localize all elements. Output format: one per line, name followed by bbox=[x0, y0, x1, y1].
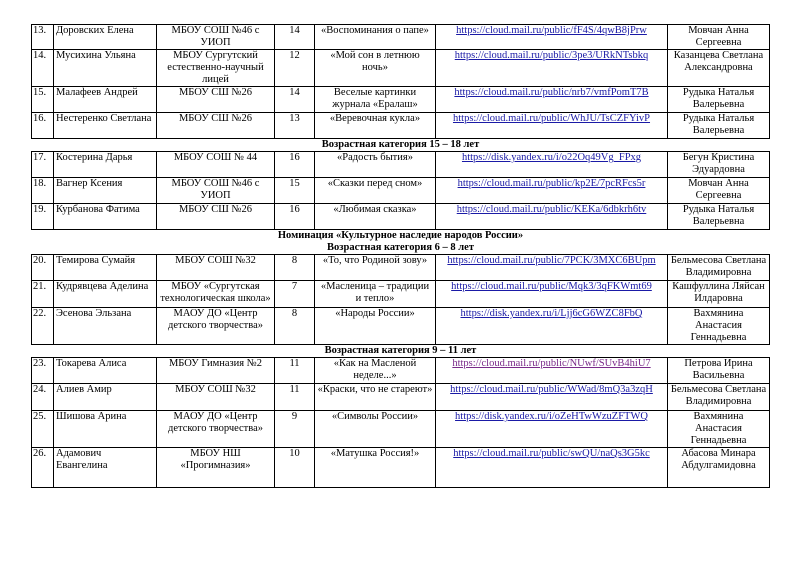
work-title: «Символы России» bbox=[315, 411, 436, 448]
row-number: 22. bbox=[32, 308, 54, 345]
participant-name: Шишова Арина bbox=[54, 411, 157, 448]
school-name: МБОУ СОШ №32 bbox=[157, 384, 275, 411]
participant-name: Доровских Елена bbox=[54, 25, 157, 50]
school-name: МБОУ НШ «Прогимназия» bbox=[157, 448, 275, 488]
work-link[interactable]: https://cloud.mail.ru/public/Mqk3/3qFKWmt69 bbox=[451, 281, 652, 292]
participant-name: Мусихина Ульяна bbox=[54, 50, 157, 87]
work-link-cell bbox=[436, 178, 668, 204]
section-heading-row bbox=[32, 230, 770, 243]
row-number: 19. bbox=[32, 204, 54, 230]
table-row bbox=[32, 281, 770, 308]
table-row bbox=[32, 113, 770, 139]
participant-age: 11 bbox=[275, 358, 315, 384]
table-row bbox=[32, 87, 770, 113]
table-row bbox=[32, 358, 770, 384]
work-link[interactable]: https://cloud.mail.ru/public/fF4S/4qwB8jPrw bbox=[456, 25, 647, 36]
teacher-name: Бельмесова Светлана Владимировна bbox=[668, 255, 770, 281]
work-title: «Матушка Россия!» bbox=[315, 448, 436, 488]
teacher-name: Петрова Ирина Васильевна bbox=[668, 358, 770, 384]
school-name: МБОУ «Сургутская технологическая школа» bbox=[157, 281, 275, 308]
participant-age: 14 bbox=[275, 25, 315, 50]
work-title: «Мой сон в летнюю ночь» bbox=[315, 50, 436, 87]
participant-age: 16 bbox=[275, 152, 315, 178]
work-link[interactable]: https://cloud.mail.ru/public/WWad/8mQ3a3zqH bbox=[450, 384, 653, 395]
teacher-name: Вахмянина Анастасия Геннадьевна bbox=[668, 308, 770, 345]
row-number: 18. bbox=[32, 178, 54, 204]
row-number: 20. bbox=[32, 255, 54, 281]
school-name: МБОУ Сургутский естественно-научный лицей bbox=[157, 50, 275, 87]
row-number: 24. bbox=[32, 384, 54, 411]
work-link-cell bbox=[436, 358, 668, 384]
school-name: МБОУ СШ №26 bbox=[157, 87, 275, 113]
work-link[interactable]: https://disk.yandex.ru/i/oZeHTwWzuZFTWQ bbox=[455, 411, 648, 422]
participant-name: Вагнер Ксения bbox=[54, 178, 157, 204]
participant-age: 15 bbox=[275, 178, 315, 204]
teacher-name: Кашфуллина Ляйсан Илдаровна bbox=[668, 281, 770, 308]
participant-age: 9 bbox=[275, 411, 315, 448]
row-number: 15. bbox=[32, 87, 54, 113]
participant-age: 10 bbox=[275, 448, 315, 488]
work-link[interactable]: https://cloud.mail.ru/public/nrb7/vmfPomT7B bbox=[454, 87, 649, 98]
school-name: МАОУ ДО «Центр детского творчества» bbox=[157, 411, 275, 448]
work-link[interactable]: https://cloud.mail.ru/public/swQU/naQs3G5kc bbox=[453, 448, 650, 459]
work-title: «Воспоминания о папе» bbox=[315, 25, 436, 50]
work-title: Веселые картинки журнала «Ералаш» bbox=[315, 87, 436, 113]
participant-age: 12 bbox=[275, 50, 315, 87]
table-row bbox=[32, 384, 770, 411]
teacher-name: Бельмесова Светлана Владимировна bbox=[668, 384, 770, 411]
participant-age: 11 bbox=[275, 384, 315, 411]
work-link-cell bbox=[436, 204, 668, 230]
row-number: 26. bbox=[32, 448, 54, 488]
work-title: «Веревочная кукла» bbox=[315, 113, 436, 139]
table-row bbox=[32, 255, 770, 281]
work-link[interactable]: https://cloud.mail.ru/public/7PCK/3MXC6BUpm bbox=[447, 255, 656, 266]
participant-name: Темирова Сумайя bbox=[54, 255, 157, 281]
work-link-cell bbox=[436, 255, 668, 281]
teacher-name: Казанцева Светлана Александровна bbox=[668, 50, 770, 87]
row-number: 21. bbox=[32, 281, 54, 308]
school-name: МБОУ СОШ №46 с УИОП bbox=[157, 25, 275, 50]
work-title: «Любимая сказка» bbox=[315, 204, 436, 230]
work-title: «Как на Масленой неделе...» bbox=[315, 358, 436, 384]
teacher-name: Рудыка Наталья Валерьевна bbox=[668, 204, 770, 230]
work-link-cell bbox=[436, 281, 668, 308]
participant-age: 14 bbox=[275, 87, 315, 113]
participant-name: Малафеев Андрей bbox=[54, 87, 157, 113]
participant-name: Эсенова Эльзана bbox=[54, 308, 157, 345]
table-row bbox=[32, 411, 770, 448]
table-row bbox=[32, 204, 770, 230]
participant-age: 7 bbox=[275, 281, 315, 308]
participant-name: Курбанова Фатима bbox=[54, 204, 157, 230]
work-title: «То, что Родиной зову» bbox=[315, 255, 436, 281]
row-number: 16. bbox=[32, 113, 54, 139]
section-heading-row bbox=[32, 345, 770, 358]
table-row bbox=[32, 152, 770, 178]
teacher-name: Бегун Кристина Эдуардовна bbox=[668, 152, 770, 178]
participant-name: Кудрявцева Аделина bbox=[54, 281, 157, 308]
work-link-cell bbox=[436, 308, 668, 345]
school-name: МБОУ Гимназия №2 bbox=[157, 358, 275, 384]
work-link[interactable]: https://cloud.mail.ru/public/3pe3/URkNTsbkq bbox=[454, 50, 649, 61]
school-name: МБОУ СШ №26 bbox=[157, 204, 275, 230]
participant-name: Токарева Алиса bbox=[54, 358, 157, 384]
participant-age: 16 bbox=[275, 204, 315, 230]
table-row bbox=[32, 308, 770, 345]
row-number: 13. bbox=[32, 25, 54, 50]
work-link-cell bbox=[436, 50, 668, 87]
teacher-name: Мовчан Анна Сергеевна bbox=[668, 25, 770, 50]
section-heading: Возрастная категория 9 – 11 лет bbox=[324, 345, 477, 356]
work-title: «Сказки перед сном» bbox=[315, 178, 436, 204]
table-row bbox=[32, 178, 770, 204]
work-link-cell bbox=[436, 87, 668, 113]
section-heading: Номинация «Культурное наследие народов России» bbox=[277, 230, 524, 241]
row-number: 14. bbox=[32, 50, 54, 87]
teacher-name: Абасова Минара Абдулгамидовна bbox=[668, 448, 770, 488]
participant-age: 13 bbox=[275, 113, 315, 139]
school-name: МБОУ СШ №26 bbox=[157, 113, 275, 139]
school-name: МБОУ СОШ №46 с УИОП bbox=[157, 178, 275, 204]
teacher-name: Рудыка Наталья Валерьевна bbox=[668, 87, 770, 113]
work-title: «Народы России» bbox=[315, 308, 436, 345]
row-number: 17. bbox=[32, 152, 54, 178]
work-link[interactable]: https://disk.yandex.ru/i/o22Oq49Vg_FPxg bbox=[461, 152, 642, 163]
teacher-name: Мовчан Анна Сергеевна bbox=[668, 178, 770, 204]
participant-name: Алиев Амир bbox=[54, 384, 157, 411]
row-number: 25. bbox=[32, 411, 54, 448]
work-link-cell bbox=[436, 411, 668, 448]
work-link[interactable]: https://disk.yandex.ru/i/Ljj6cG6WZC8FbQ bbox=[460, 308, 643, 319]
work-link-cell bbox=[436, 152, 668, 178]
work-title: «Радость бытия» bbox=[315, 152, 436, 178]
participant-name: Костерина Дарья bbox=[54, 152, 157, 178]
table-row bbox=[32, 50, 770, 87]
table-row bbox=[32, 25, 770, 50]
section-heading-row bbox=[32, 139, 770, 152]
document-page bbox=[31, 24, 769, 488]
work-link-cell bbox=[436, 113, 668, 139]
work-link[interactable]: https://cloud.mail.ru/public/WhJU/TsCZFYivP bbox=[452, 113, 651, 124]
participant-age: 8 bbox=[275, 255, 315, 281]
work-link-cell bbox=[436, 25, 668, 50]
work-link[interactable]: https://cloud.mail.ru/public/NUwf/SUvB4hiU7 bbox=[452, 358, 651, 369]
row-number: 23. bbox=[32, 358, 54, 384]
school-name: МАОУ ДО «Центр детского творчества» bbox=[157, 308, 275, 345]
school-name: МБОУ СОШ №32 bbox=[157, 255, 275, 281]
participant-name: Адамович Евангелина bbox=[54, 448, 157, 488]
participant-age: 8 bbox=[275, 308, 315, 345]
table-row bbox=[32, 448, 770, 488]
school-name: МБОУ СОШ № 44 bbox=[157, 152, 275, 178]
section-heading: Возрастная категория 15 – 18 лет bbox=[321, 139, 480, 150]
work-link-cell bbox=[436, 384, 668, 411]
work-link[interactable]: https://cloud.mail.ru/public/KEKa/6dbkrh6tv bbox=[456, 204, 647, 215]
work-link-cell bbox=[436, 448, 668, 488]
section-heading-row bbox=[32, 242, 770, 255]
work-title: «Краски, что не стареют» bbox=[315, 384, 436, 411]
participant-name: Нестеренко Светлана bbox=[54, 113, 157, 139]
participants-table bbox=[31, 24, 770, 488]
work-title: «Масленица – традиции и тепло» bbox=[315, 281, 436, 308]
teacher-name: Рудыка Наталья Валерьевна bbox=[668, 113, 770, 139]
section-heading: Возрастная категория 6 – 8 лет bbox=[327, 242, 474, 253]
work-link[interactable]: https://cloud.mail.ru/public/kp2E/7pcRFcs5r bbox=[457, 178, 646, 189]
teacher-name: Вахмянина Анастасия Геннадьевна bbox=[668, 411, 770, 448]
